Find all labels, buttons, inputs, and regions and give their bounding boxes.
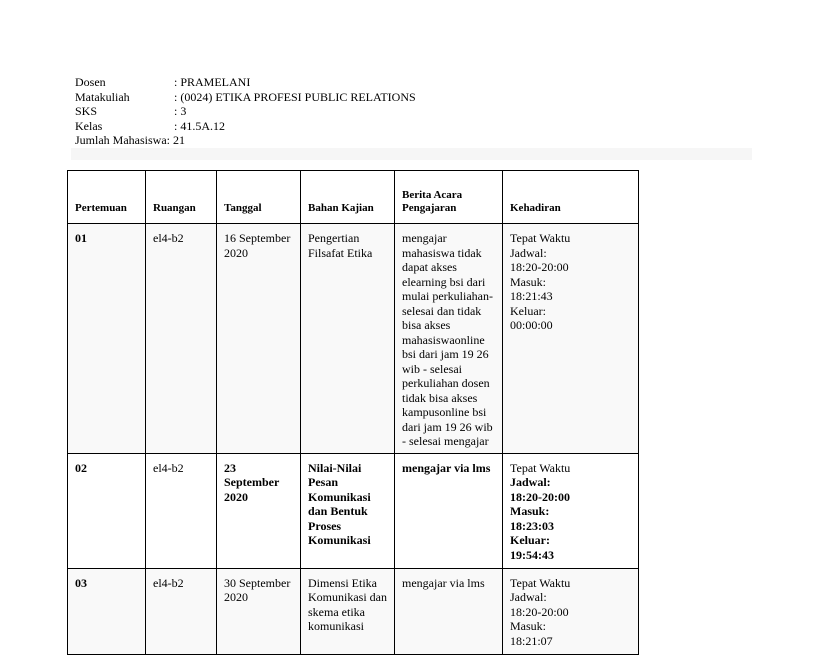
kehadiran-jadwal-label: Jadwal: (510, 475, 551, 489)
kehadiran-masuk-label: Masuk: (510, 274, 546, 289)
dosen-value: : PRAMELANI (174, 75, 251, 89)
cell-kehadiran (503, 224, 639, 454)
header-ruangan: Ruangan (146, 171, 217, 224)
header-kehadiran: Kehadiran (503, 171, 639, 224)
cell-berita-acara: mengajar via lms (395, 568, 503, 654)
cell-ruangan: el4-b2 (146, 568, 217, 654)
kehadiran-keluar-label: Keluar: (510, 303, 546, 318)
info-row-kelas (75, 119, 416, 134)
cell-pertemuan: 01 (68, 224, 146, 454)
cell-ruangan: el4-b2 (146, 224, 217, 454)
cell-berita-acara: mengajar mahasiswa tidak dapat akses elearning bsi dari mulai perkuliahan- selesai dan tidak bisa akses mahasiswaonline bsi dari jam 19 26 wib - selesai perkuliahan dosen tidak bisa akses kampusonline bsi dari jam 19 26 wib - selesai mengajar (395, 224, 503, 454)
kehadiran-status: Tepat Waktu (510, 460, 571, 475)
sks-value: : 3 (174, 104, 187, 118)
cell-tanggal: 30 September 2020 (217, 568, 301, 654)
kehadiran-jadwal-value: 18:20-20:00 (510, 489, 570, 504)
cell-bahan-kajian: Nilai-Nilai Pesan Komunikasi dan Bentuk Proses Komunikasi (301, 453, 395, 568)
table-row (68, 224, 639, 454)
dosen-label: Dosen (75, 75, 106, 89)
kehadiran-keluar-label: Keluar: (510, 533, 550, 547)
matakuliah-label: Matakuliah (75, 89, 130, 104)
kelas-value: : 41.5A.12 (174, 118, 225, 133)
cell-pertemuan: 02 (68, 453, 146, 568)
cell-kehadiran (503, 453, 639, 568)
header-bahan-kajian: Bahan Kajian (301, 171, 395, 224)
jumlah-value: : 21 (166, 133, 185, 147)
kehadiran-masuk-value: 18:21:43 (510, 289, 553, 303)
kehadiran-masuk-value: 18:21:07 (510, 633, 553, 648)
jumlah-label: Jumlah Mahasiswa (75, 133, 167, 147)
kehadiran-jadwal-value: 18:20-20:00 (510, 260, 569, 274)
header-divider-band (71, 148, 752, 160)
kelas-label: Kelas (75, 118, 103, 133)
cell-pertemuan: 03 (68, 568, 146, 654)
header-tanggal: Tanggal (217, 171, 301, 224)
kehadiran-keluar-value: 00:00:00 (510, 318, 553, 332)
table-header-row (68, 171, 639, 224)
course-info (75, 75, 416, 148)
kehadiran-status: Tepat Waktu (510, 575, 571, 590)
table-row (68, 453, 639, 568)
cell-ruangan: el4-b2 (146, 453, 217, 568)
kehadiran-masuk-label: Masuk: (510, 619, 546, 633)
table-row (68, 568, 639, 654)
kehadiran-status: Tepat Waktu (510, 231, 571, 245)
cell-bahan-kajian: Pengertian Filsafat Etika (301, 224, 395, 454)
attendance-table (67, 170, 639, 655)
sks-label: SKS (75, 104, 98, 118)
cell-tanggal: 23 September 2020 (217, 453, 301, 568)
kehadiran-jadwal-label: Jadwal: (510, 590, 547, 604)
info-row-sks (75, 104, 416, 119)
cell-kehadiran (503, 568, 639, 654)
header-pertemuan: Pertemuan (68, 171, 146, 224)
kehadiran-masuk-label: Masuk: (510, 504, 550, 518)
cell-bahan-kajian: Dimensi Etika Komunikasi dan skema etika komunikasi (301, 568, 395, 654)
info-row-jumlah (75, 133, 416, 148)
cell-tanggal: 16 September 2020 (217, 224, 301, 454)
kehadiran-masuk-value: 18:23:03 (510, 518, 554, 533)
kehadiran-jadwal-label: Jadwal: (510, 245, 547, 260)
cell-berita-acara: mengajar via lms (395, 453, 503, 568)
matakuliah-value: : (0024) ETIKA PROFESI PUBLIC RELATIONS (174, 89, 416, 104)
kehadiran-jadwal-value: 18:20-20:00 (510, 604, 569, 619)
info-row-matakuliah (75, 90, 416, 105)
kehadiran-keluar-value: 19:54:43 (510, 547, 554, 562)
info-row-dosen (75, 75, 416, 90)
header-berita-acara: Berita Acara Pengajaran (395, 171, 503, 224)
